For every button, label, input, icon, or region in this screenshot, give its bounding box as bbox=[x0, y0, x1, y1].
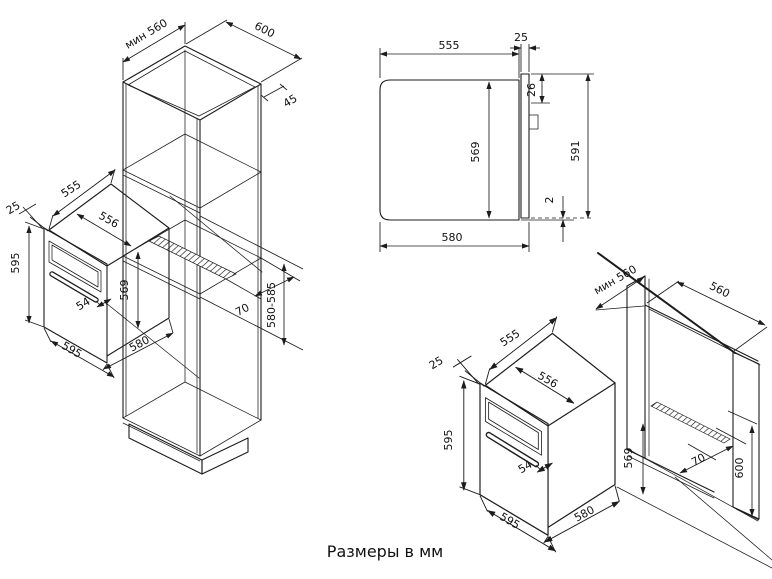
tall-cabinet-view bbox=[106, 16, 303, 474]
dim-label-base-niche-height: 600 bbox=[733, 457, 746, 479]
dim-label-side-door-thickness: 25 bbox=[514, 31, 528, 44]
dim-label-side-door-height: 591 bbox=[569, 140, 582, 162]
dim-label-side-body-depth: 555 bbox=[438, 39, 460, 52]
base-cabinet-view bbox=[592, 253, 772, 568]
dim-label-body-width: 556 bbox=[96, 209, 122, 231]
dim-label-door-width: 595 bbox=[59, 339, 85, 361]
plinth-side bbox=[202, 438, 248, 474]
dim-label-door-height: 595 bbox=[9, 252, 22, 274]
dim-label-body-width: 556 bbox=[535, 369, 561, 391]
dim-base-niche-width bbox=[647, 281, 767, 351]
dim-label-side-bottom-offset: 2 bbox=[543, 196, 556, 204]
vent-hatch bbox=[651, 402, 730, 443]
guide-line bbox=[617, 487, 772, 568]
dim-label-body-depth: 555 bbox=[497, 326, 523, 350]
dim-side-body-depth bbox=[380, 48, 519, 78]
side-handle bbox=[529, 115, 538, 129]
dim-label-niche-height: 580-585 bbox=[265, 282, 278, 328]
dim-label-total-depth: 580 bbox=[127, 333, 152, 355]
dim-label-door-proud: 25 bbox=[426, 353, 446, 373]
dim-label-door-proud: 25 bbox=[3, 198, 23, 218]
dim-label-door-width: 595 bbox=[497, 510, 523, 532]
dim-label-base-vent-depth: 70 bbox=[689, 450, 708, 469]
niche-right-wall bbox=[733, 352, 759, 519]
dim-label-base-min-depth: мин 560 bbox=[591, 262, 639, 298]
dim-label-side-total-depth: 580 bbox=[441, 231, 463, 244]
dim-label-handle-depth: 54 bbox=[73, 294, 93, 314]
cabinet-top-face bbox=[123, 46, 261, 120]
dim-niche-height bbox=[200, 216, 303, 350]
dim-label-frame-width: 45 bbox=[280, 91, 300, 111]
dim-label-min-depth: мин 560 bbox=[122, 16, 170, 52]
units-caption: Размеры в мм bbox=[326, 542, 444, 561]
dim-label-total-depth: 580 bbox=[572, 503, 597, 525]
dim-label-body-height: 569 bbox=[622, 447, 635, 469]
vent-hatch bbox=[149, 236, 236, 279]
dim-label-door-height: 595 bbox=[442, 429, 455, 451]
dim-label-cabinet-width: 600 bbox=[252, 19, 277, 41]
dim-label-side-body-height: 569 bbox=[469, 141, 482, 163]
dim-label-body-height: 569 bbox=[118, 279, 131, 301]
dim-label-base-niche-width: 560 bbox=[707, 279, 732, 301]
oven-side-view bbox=[380, 31, 594, 252]
guide-line bbox=[170, 196, 262, 272]
dim-vent-depth bbox=[226, 258, 300, 299]
oven-right-view bbox=[427, 316, 643, 552]
upper-shelf bbox=[123, 134, 261, 208]
dim-label-handle-depth: 54 bbox=[515, 457, 535, 477]
dim-side-door-height bbox=[531, 74, 594, 218]
dim-label-side-top-offset: 26 bbox=[525, 83, 538, 97]
dim-label-body-depth: 555 bbox=[58, 177, 84, 201]
dim-side-door-thickness bbox=[510, 44, 540, 72]
dim-cabinet-width bbox=[186, 20, 302, 82]
countertop-front-edge bbox=[598, 253, 735, 353]
dim-label-vent-depth: 70 bbox=[233, 300, 252, 319]
niche-left-wall bbox=[627, 276, 649, 458]
side-body bbox=[380, 80, 519, 220]
